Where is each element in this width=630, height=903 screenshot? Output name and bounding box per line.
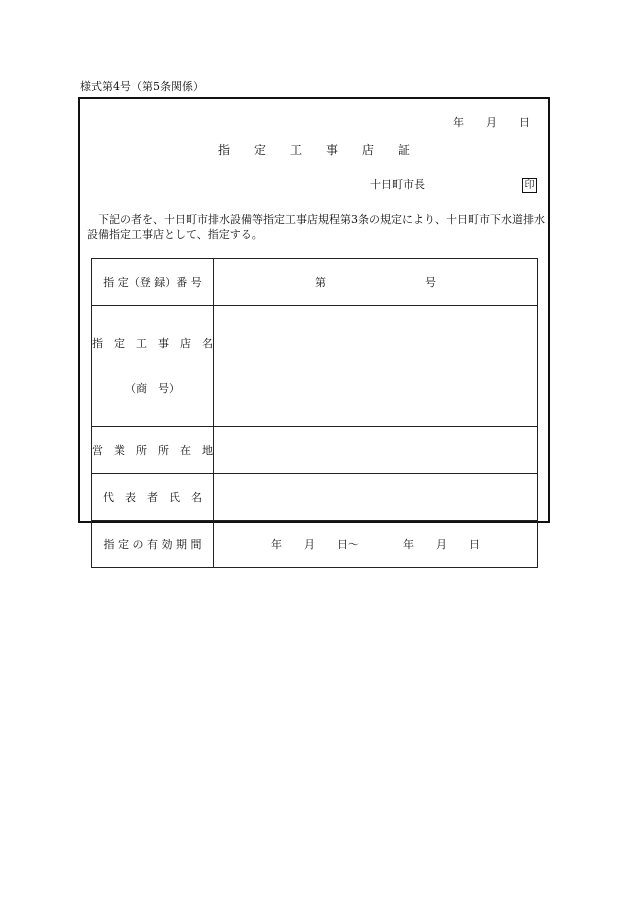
label-contractor-name-main: 指 定 工 事 店 名 <box>92 337 213 350</box>
value-contractor-name <box>214 306 538 427</box>
label-registration-number: 指 定（登 録）番 号 <box>92 259 214 306</box>
label-validity-period: 指 定 の 有 効 期 間 <box>92 521 214 568</box>
label-contractor-name <box>92 306 214 427</box>
certificate-table <box>91 258 538 568</box>
label-contractor-name-trade: （商 号） <box>125 382 180 395</box>
table-row-office-address <box>92 427 538 474</box>
label-office-address: 営 業 所 所 在 地 <box>92 427 214 474</box>
value-registration-number: 第 号 <box>214 259 538 306</box>
table-row-contractor-name <box>92 306 538 427</box>
table-row-representative <box>92 474 538 521</box>
seal-stamp: 印 <box>522 178 537 193</box>
form-number: 様式第4号（第5条関係） <box>80 80 204 93</box>
table-row-validity-period <box>92 521 538 568</box>
label-representative: 代 表 者 氏 名 <box>92 474 214 521</box>
certificate-title: 指 定 工 事 店 証 <box>217 143 410 157</box>
issue-date: 年 月 日 <box>453 116 530 129</box>
certificate-body-text: 下記の者を、十日町市排水設備等指定工事店規程第3条の規定により、十日町市下水道排水設備指定工事店として、指定する。 <box>87 213 545 241</box>
certificate-frame <box>78 97 550 551</box>
value-representative <box>214 474 538 521</box>
issuer-name: 十日町市長 <box>370 178 425 191</box>
value-office-address <box>214 427 538 474</box>
table-row-registration-number <box>92 259 538 306</box>
value-validity-period: 年 月 日～ 年 月 日 <box>214 521 538 568</box>
